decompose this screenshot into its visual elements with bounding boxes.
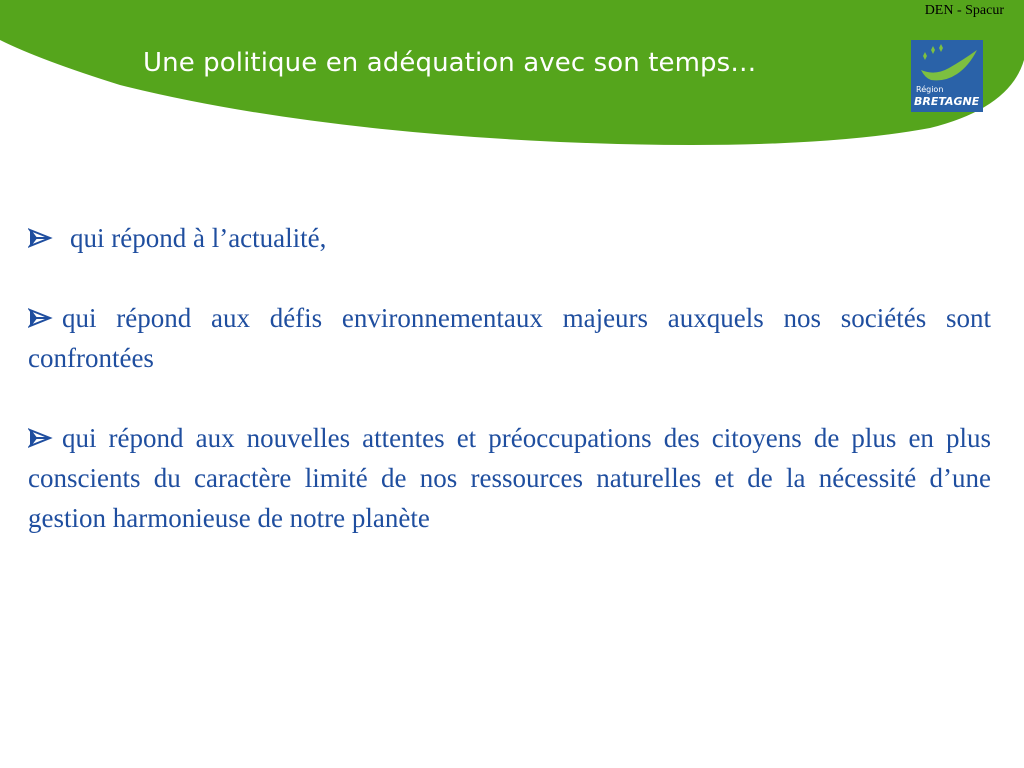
logo-name-text: BRETAGNE <box>914 95 980 108</box>
region-bretagne-logo <box>911 40 983 112</box>
bullet-item-3 <box>28 418 991 538</box>
arrow-bullet-icon <box>28 308 54 328</box>
bullet-item-1 <box>28 218 991 258</box>
watermark: DEN - Spacur <box>924 3 1004 18</box>
logo-region-text: Région <box>916 85 944 94</box>
green-banner <box>0 0 1024 160</box>
arrow-bullet-icon <box>28 228 54 248</box>
slide-title: Une politique en adéquation avec son temps… <box>143 48 757 78</box>
bullet-list <box>28 218 991 578</box>
bullet-text-2: qui répond aux défis environnementaux majeurs auxquels nos sociétés sont confrontées <box>28 303 991 373</box>
bullet-text-1: qui répond à l’actualité, <box>70 223 327 253</box>
bullet-item-2 <box>28 298 991 378</box>
bullet-text-3: qui répond aux nouvelles attentes et préoccupations des citoyens de plus en plus conscients du caractère limité de nos ressources naturelles et de la nécessité d’une gestion harmonieuse de notre planète <box>28 423 991 533</box>
arrow-bullet-icon <box>28 428 54 448</box>
